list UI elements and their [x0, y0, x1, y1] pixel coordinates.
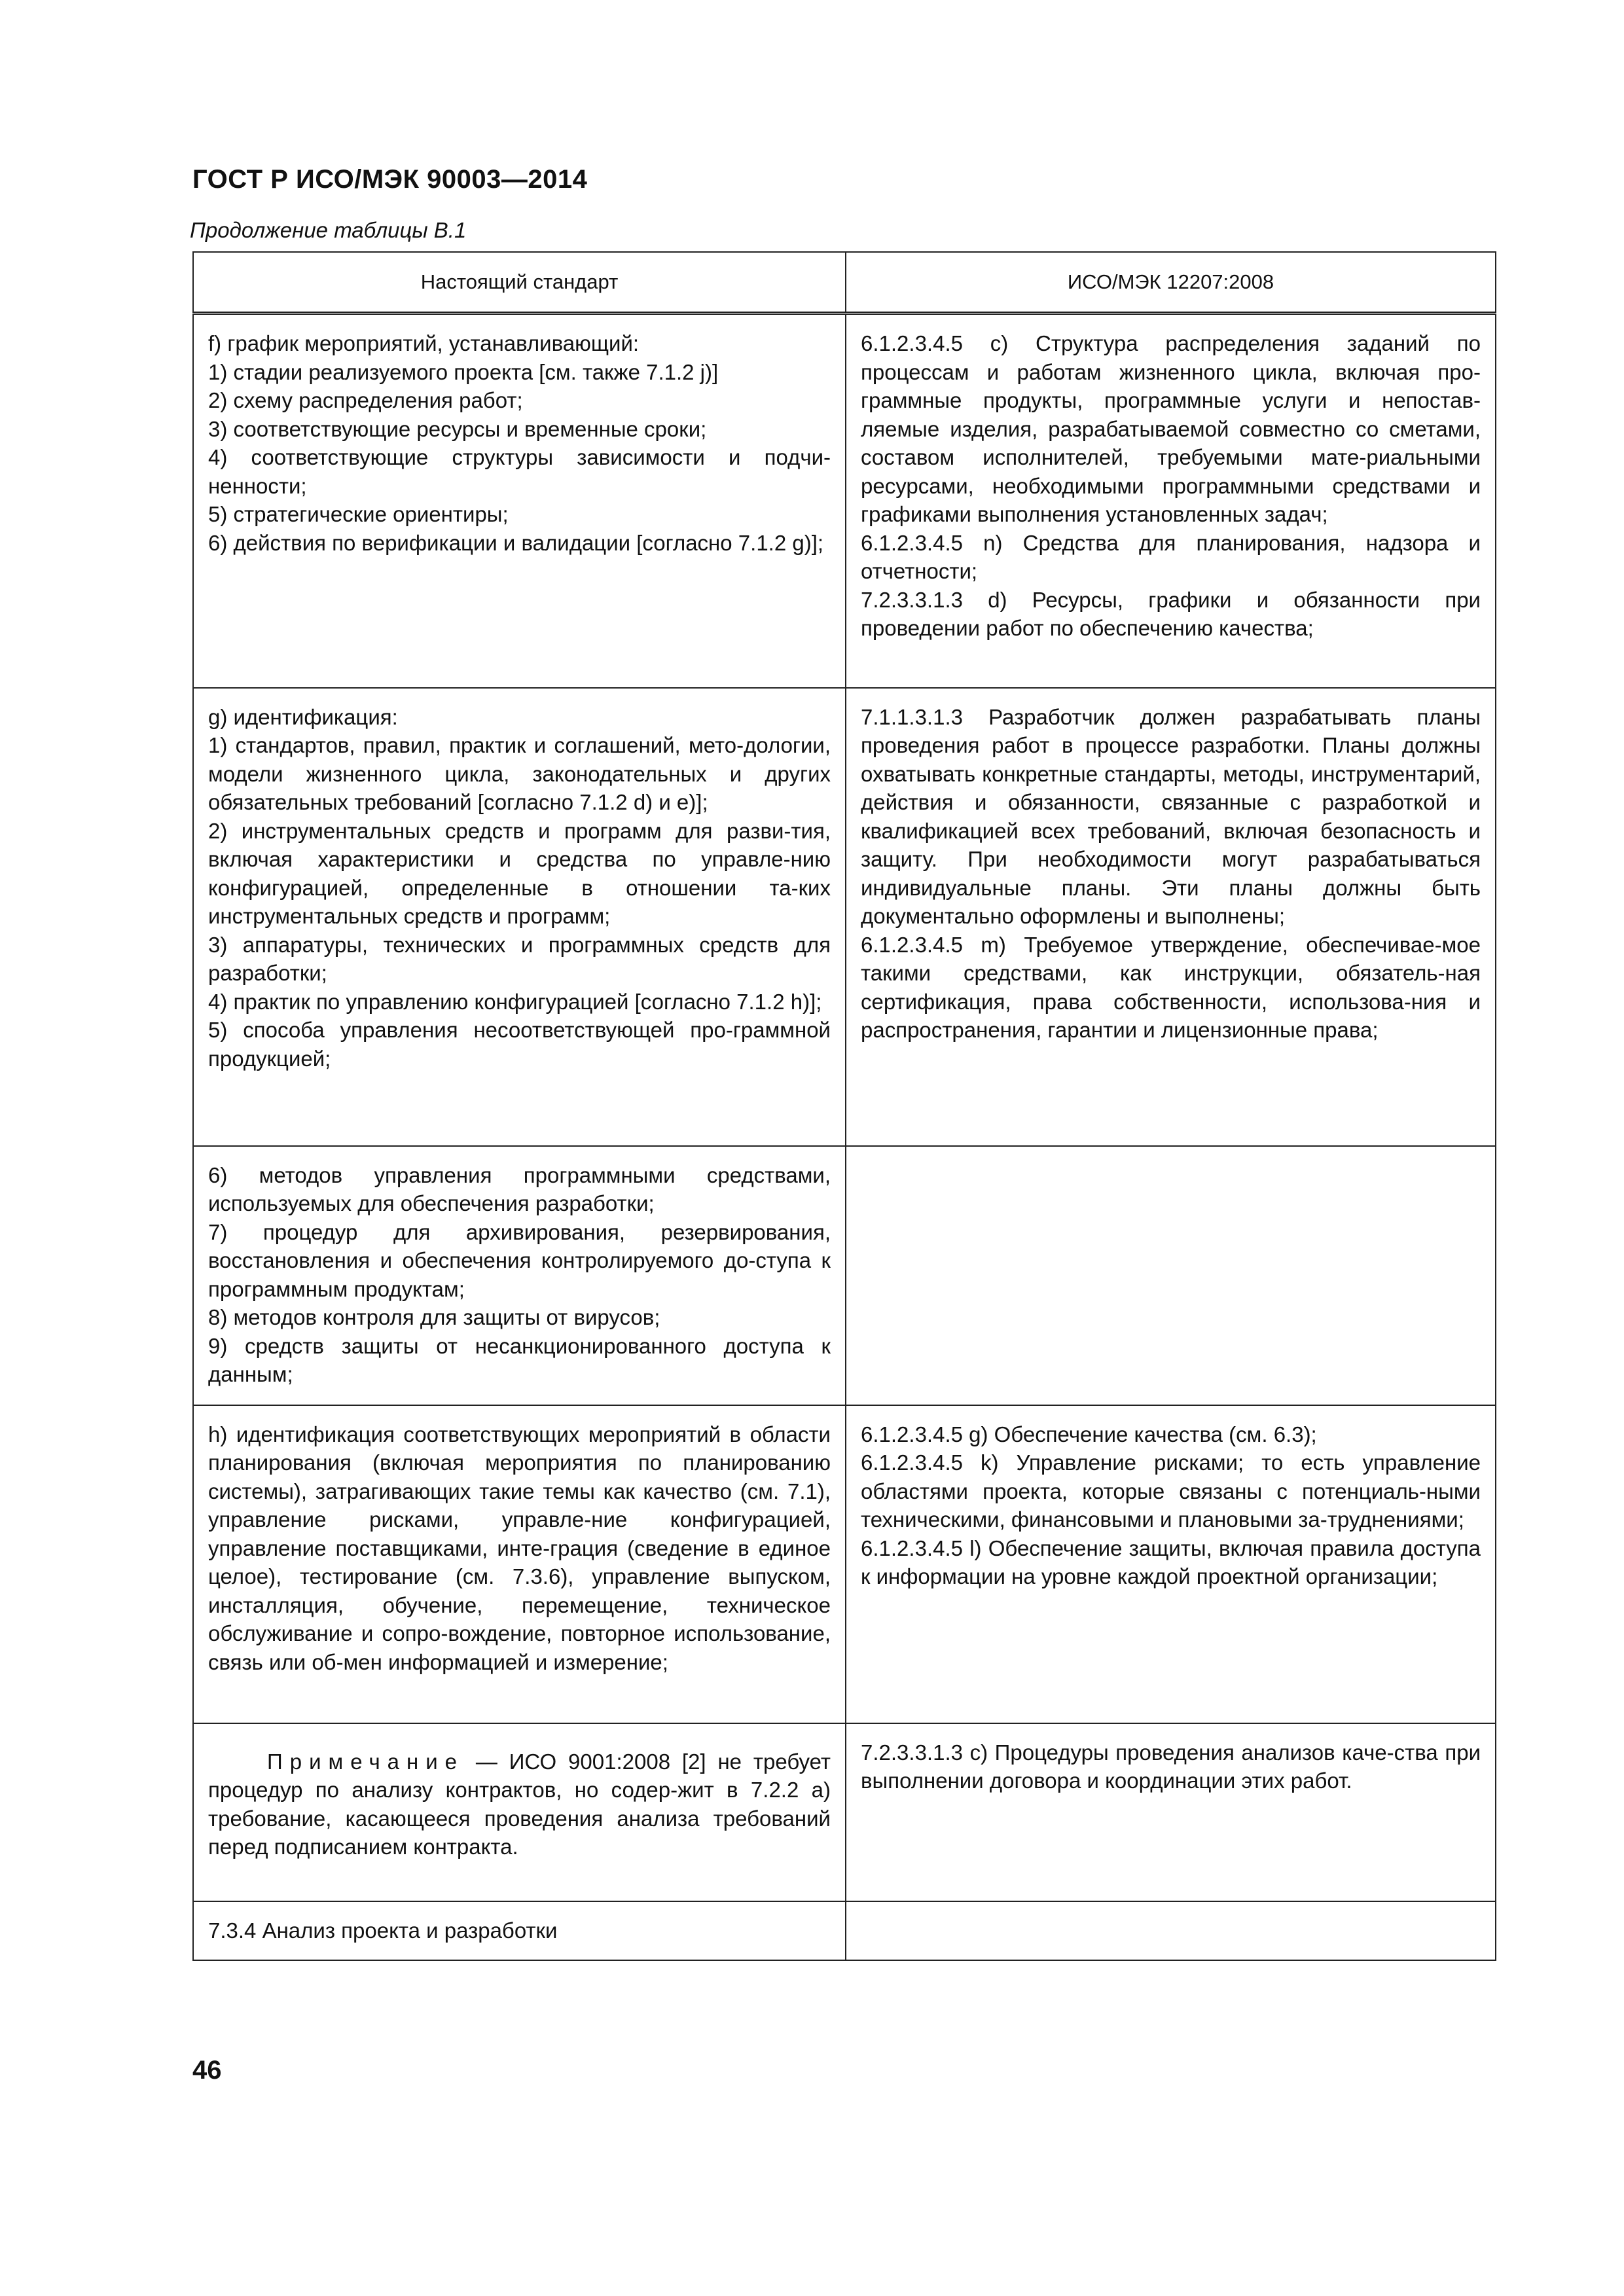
cell-line: 5) способа управления несоответствующей про-граммной продукцией;: [208, 1018, 831, 1071]
cell-line: 7) процедур для архивирования, резервирования, восстановления и обеспечения контролируемого до-ступа к программным продуктам;: [208, 1219, 831, 1301]
iso-cell-empty: [846, 1146, 1496, 1405]
page-number: 46: [192, 2056, 222, 2085]
comparison-table: [192, 251, 1496, 1961]
cell-line: 1) стандартов, правил, практик и соглашений, мето-дологии, модели жизненного цикла, законодательных и других обязательных требований [согласно 7.1.2 d) и е)];: [208, 733, 831, 814]
note-cell: [193, 1723, 846, 1901]
cell-line: 7.1.1.3.1.3 Разработчик должен разрабатывать планы проведения работ в процессе разработки. Планы должны охватывать конкретные стандарты, методы, инструментарий, действия и обязанности, связанные с разработкой и квалификацией всех требований, включая безопасность и защиту. При необходимости могут разрабатываться индивидуальные планы. Эти планы должны быть документально оформлены и выполнены;: [861, 704, 1481, 928]
table-row: [193, 688, 1496, 1146]
standard-cell: [193, 314, 846, 688]
cell-line: 7.2.3.3.1.3 с) Процедуры проведения анализов каче-ства при выполнении договора и координации этих работ.: [861, 1740, 1481, 1793]
iso-cell: [846, 688, 1496, 1146]
cell-line: 6.1.2.3.4.5 n) Средства для планирования, надзора и отчетности;: [861, 530, 1481, 583]
table-header-row: [193, 252, 1496, 314]
cell-line: g) идентификация:: [208, 704, 398, 729]
iso-cell: [846, 1405, 1496, 1723]
table-row: [193, 1723, 1496, 1901]
iso-cell-empty: [846, 1901, 1496, 1960]
cell-line: 6.1.2.3.4.5 m) Требуемое утверждение, обеспечивае-мое такими средствами, как инструкции, обязатель-ная сертификация, права собственности, использова-ния и распространения, гарантии и лицензионные права;: [861, 932, 1481, 1042]
note-text: — ИСО 9001:2008 [2] не требует процедур по анализу контрактов, но содер-жит в 7.2.2 а) требование, касающееся проведения анализа требований перед подписанием контракта.: [208, 1749, 831, 1859]
standard-cell: [193, 688, 846, 1146]
cell-line: 6.1.2.3.4.5 g) Обеспечение качества (см. 6.3);: [861, 1422, 1317, 1446]
cell-line: 5) стратегические ориентиры;: [208, 502, 509, 526]
standard-cell: [193, 1901, 846, 1960]
cell-line: 8) методов контроля для защиты от вирусов;: [208, 1305, 660, 1329]
standard-cell: [193, 1405, 846, 1723]
cell-line: 6) методов управления программными средствами, используемых для обеспечения разработки;: [208, 1162, 831, 1215]
note-label: Примечание: [267, 1749, 465, 1774]
cell-line: 9) средств защиты от несанкционированного доступа к данным;: [208, 1333, 831, 1386]
note-paragraph: [208, 1748, 831, 1861]
table-row: [193, 1146, 1496, 1405]
cell-line: 4) соответствующие структуры зависимости и подчи-ненности;: [208, 445, 831, 498]
cell-line: f) график мероприятий, устанавливающий:: [208, 331, 640, 355]
cell-line: 6.1.2.3.4.5 с) Структура распределения заданий по процессам и работам жизненного цикла, включая про-граммные продукты, программные услуги и непостав-ляемые изделия, разрабатываемой совместно со сметами, составом исполнителей, требуемыми мате-риальными ресурсами, необходимыми программными средствами и графиками выполнения установленных задач;: [861, 331, 1481, 526]
cell-line: 3) соответствующие ресурсы и временные сроки;: [208, 416, 707, 441]
cell-line: 6) действия по верификации и валидации [согласно 7.1.2 g)];: [208, 530, 824, 555]
cell-line: 2) инструментальных средств и программ для разви-тия, включая характеристики и средства по управле-нию конфигурацией, определенные в отношении та-ких инструментальных средств и программ;: [208, 818, 831, 928]
table-row: [193, 314, 1496, 688]
cell-line: 7.2.3.3.1.3 d) Ресурсы, графики и обязанности при проведении работ по обеспечению качества;: [861, 587, 1481, 640]
iso-cell: [846, 314, 1496, 688]
cell-line: 6.1.2.3.4.5 l) Обеспечение защиты, включая правила доступа к информации на уровне каждой проектной организации;: [861, 1535, 1481, 1588]
iso-cell: [846, 1723, 1496, 1901]
table-row: [193, 1901, 1496, 1960]
table-row: [193, 1405, 1496, 1723]
cell-line: 4) практик по управлению конфигурацией [согласно 7.1.2 h)];: [208, 989, 822, 1014]
cell-line: 2) схему распределения работ;: [208, 388, 523, 412]
standard-cell: [193, 1146, 846, 1405]
column-header: ИСО/МЭК 12207:2008: [846, 252, 1496, 314]
column-header: Настоящий стандарт: [193, 252, 846, 314]
cell-line: 6.1.2.3.4.5 k) Управление рисками; то есть управление областями проекта, которые связаны с потенциаль-ными техническими, финансовыми и плановыми за-труднениями;: [861, 1450, 1481, 1532]
cell-line: 3) аппаратуры, технических и программных средств для разработки;: [208, 932, 831, 985]
document-title: ГОСТ Р ИСО/МЭК 90003—2014: [192, 165, 588, 194]
table-caption: Продолжение таблицы В.1: [190, 218, 467, 242]
cell-line: h) идентификация соответствующих мероприятий в области планирования (включая мероприятия по планированию системы), затрагивающих такие темы как качество (см. 7.1), управление рисками, управле-ние конфигурацией, управление поставщиками, инте-грация (сведение в единое целое), тестирование (см. 7.3.6), управление выпуском, инсталляция, обучение, перемещение, техническое обслуживание и сопро-вождение, повторное использование, связь или об-мен информацией и измерение;: [208, 1422, 831, 1674]
cell-line: 1) стадии реализуемого проекта [см. также 7.1.2 j)]: [208, 359, 719, 384]
cell-line: 7.3.4 Анализ проекта и разработки: [208, 1918, 558, 1943]
